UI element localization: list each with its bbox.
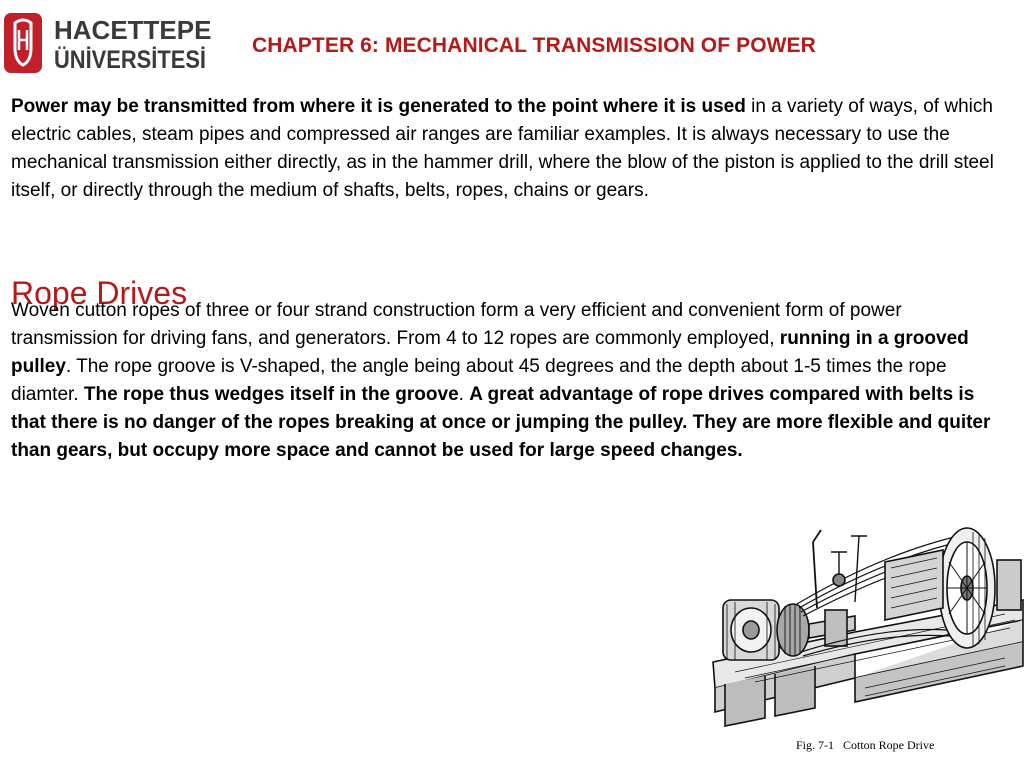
rope-bold-1: running in a grooved pulley bbox=[11, 328, 969, 377]
rope-bold-2: The rope thus wedges itself in the groove bbox=[83, 384, 459, 405]
cotton-rope-drive-illustration bbox=[705, 512, 1025, 737]
intro-paragraph bbox=[11, 93, 1013, 205]
intro-bold-lead: Power may be transmitted from where it is generated to the point where it is used bbox=[11, 96, 746, 117]
university-logo bbox=[4, 8, 228, 76]
hacettepe-logo-graphic bbox=[4, 8, 228, 76]
section-heading: Rope Drives bbox=[11, 274, 188, 311]
rope-bold-3: A great advantage of rope drives compared with belts is that there is no danger of the ropes breaking at once or jumping the pulley. They are more flexible and quiter than gears, but occupy more space and cannot be used for large speed changes. bbox=[11, 384, 991, 461]
rope-drive-drawing bbox=[705, 512, 1025, 737]
logo-text-line1: HACETTEPE bbox=[54, 15, 212, 45]
intro-text: in a variety of ways, of which electric cables, steam pipes and compressed air ranges are familiar examples. It is always necessary to use the mechanical transmission either directly, as in the hammer drill, where the blow of the piston is applied to the drill steel itself, or directly through the medium of shafts, belts, ropes, chains or gears. bbox=[11, 96, 994, 201]
rope-drives-paragraph bbox=[11, 297, 1013, 465]
logo-text-line2: ÜNİVERSİTESİ bbox=[54, 46, 228, 74]
figure-caption: Fig. 7-1 Cotton Rope Drive bbox=[796, 738, 935, 752]
chapter-title: CHAPTER 6: MECHANICAL TRANSMISSION OF POWER bbox=[252, 34, 816, 57]
rope-text-1: Woven cutton ropes of three or four strand construction form a very efficient and convenient form of power transmission for driving fans, and generators. From 4 to 12 ropes are commonly employed, bbox=[11, 300, 902, 349]
rope-text-3: . bbox=[458, 384, 470, 405]
rope-text-2: . The rope groove is V-shaped, the angle being about 45 degrees and the depth about 1-5 times the rope diamter. bbox=[11, 356, 947, 405]
